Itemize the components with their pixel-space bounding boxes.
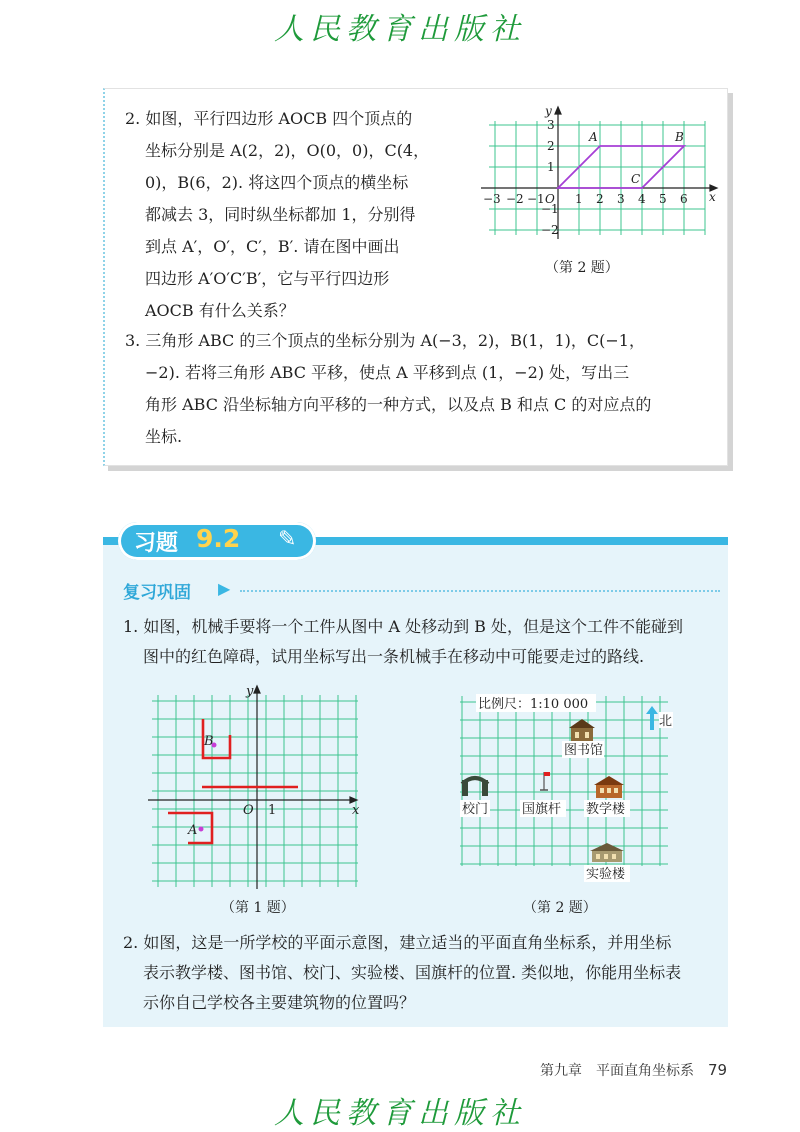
q2-line: 2. 如图，平行四边形 AOCB 四个顶点的: [125, 109, 413, 128]
publisher-logo-top: 人民教育出版社: [274, 12, 526, 47]
play-arrow-icon: ▶: [218, 579, 231, 598]
y-axis-label: y: [545, 104, 552, 118]
label-b: B: [204, 734, 214, 749]
exercise-q2: [125, 103, 470, 327]
exercise-q3: [125, 325, 715, 453]
q2-line: 表示教学楼、图书馆、校门、实验楼、国旗杆的位置. 类似地，你能用坐标表: [143, 963, 682, 982]
chapter-title: 第九章 平面直角坐标系: [540, 1063, 694, 1079]
q2-line: 示你自己学校各主要建筑物的位置吗？: [143, 993, 416, 1012]
origin-label: O: [243, 803, 254, 818]
x-tick: 5: [659, 192, 667, 206]
q2-line: 到点 A′，O′，C′，B′. 请在图中画出: [145, 237, 400, 256]
figure-caption: （第 1 题）: [221, 900, 295, 916]
map-scale: 比例尺：1:10 000: [478, 697, 589, 712]
x-tick: 1: [575, 192, 583, 206]
q2-line: 都减去 3，同时纵坐标都加 1，分别得: [145, 205, 416, 224]
x-tick: 6: [680, 192, 688, 206]
place-lab-building: 实验楼: [586, 867, 626, 882]
section-title: 习题: [134, 531, 179, 556]
q2-line: 0)，B(6，2). 将这四个顶点的横坐标: [145, 173, 409, 192]
x-tick: −1: [527, 192, 545, 206]
dotted-divider: [240, 590, 720, 592]
place-teaching-building: 教学楼: [586, 802, 626, 817]
figure-caption: （第 2 题）: [523, 900, 597, 916]
label-a: A: [188, 823, 198, 838]
north-label: 北: [659, 714, 673, 729]
x-tick: 2: [596, 192, 604, 206]
x-tick: −3: [483, 192, 501, 206]
flagpole-icon: [540, 772, 550, 790]
subsection-title: 复习巩固: [123, 583, 191, 603]
school-map-figure: [456, 692, 674, 897]
q2-line: 2. 如图，这是一所学校的平面示意图，建立适当的平面直角坐标系，并用坐标: [123, 933, 672, 952]
origin-label: O: [545, 192, 555, 206]
point-label-c: C: [631, 172, 641, 186]
place-flagpole: 国旗杆: [522, 802, 562, 817]
section-q2: [123, 928, 681, 1018]
y-tick: 2: [547, 139, 555, 153]
x-tick: 3: [617, 192, 625, 206]
x-axis-label: x: [352, 803, 360, 818]
unit-tick-label: 1: [268, 803, 277, 818]
q1-line: 图中的红色障碍，试用坐标写出一条机械手在移动中可能要走过的路线.: [143, 647, 645, 666]
x-axis-label: x: [709, 190, 716, 204]
y-tick: 1: [547, 160, 555, 174]
x-tick: 4: [638, 192, 646, 206]
q3-line: 坐标.: [145, 427, 183, 446]
publisher-logo-bottom: 人民教育出版社: [274, 1096, 526, 1131]
point-label-a: A: [589, 130, 598, 144]
q2-line: AOCB 有什么关系？: [145, 301, 295, 320]
q3-line: 角形 ABC 沿坐标轴方向平移的一种方式，以及点 B 和点 C 的对应点的: [145, 395, 652, 414]
teaching-building-icon: [594, 776, 624, 798]
section-q1: [123, 612, 683, 672]
robot-arm-figure: [148, 683, 368, 893]
figure-caption: （第 2 题）: [545, 260, 619, 276]
q3-line: 3. 三角形 ABC 的三个顶点的坐标分别为 A(−3，2)，B(1，1)，C(−1，: [125, 331, 645, 350]
page-number: 79: [708, 1061, 728, 1079]
place-gate: 校门: [462, 802, 489, 817]
y-tick: −1: [541, 202, 559, 216]
parallelogram-figure: [477, 103, 722, 253]
page-footer: [540, 1060, 727, 1080]
place-library: 图书馆: [564, 743, 604, 758]
exercise-box: [103, 88, 728, 466]
library-building-icon: [569, 719, 595, 741]
section-number: 9.2: [196, 524, 241, 553]
north-arrow-icon: [646, 706, 658, 730]
q3-line: −2). 若将三角形 ABC 平移，使点 A 平移到点 (1，−2) 处，写出三: [145, 363, 630, 382]
q1-line: 1. 如图，机械手要将一个工件从图中 A 处移动到 B 处，但是这个工件不能碰到: [123, 617, 684, 636]
y-axis-label: y: [246, 684, 254, 699]
pencil-icon: ✎: [278, 527, 297, 552]
school-gate-icon: [462, 778, 488, 796]
y-tick: 3: [547, 118, 555, 132]
y-tick: −2: [541, 223, 559, 237]
x-tick: −2: [506, 192, 524, 206]
point-a-marker: [199, 827, 204, 832]
q2-line: 四边形 A′O′C′B′，它与平行四边形: [145, 269, 390, 288]
q2-line: 坐标分别是 A(2，2)，O(0，0)，C(4，: [145, 141, 430, 160]
point-label-b: B: [675, 130, 684, 144]
